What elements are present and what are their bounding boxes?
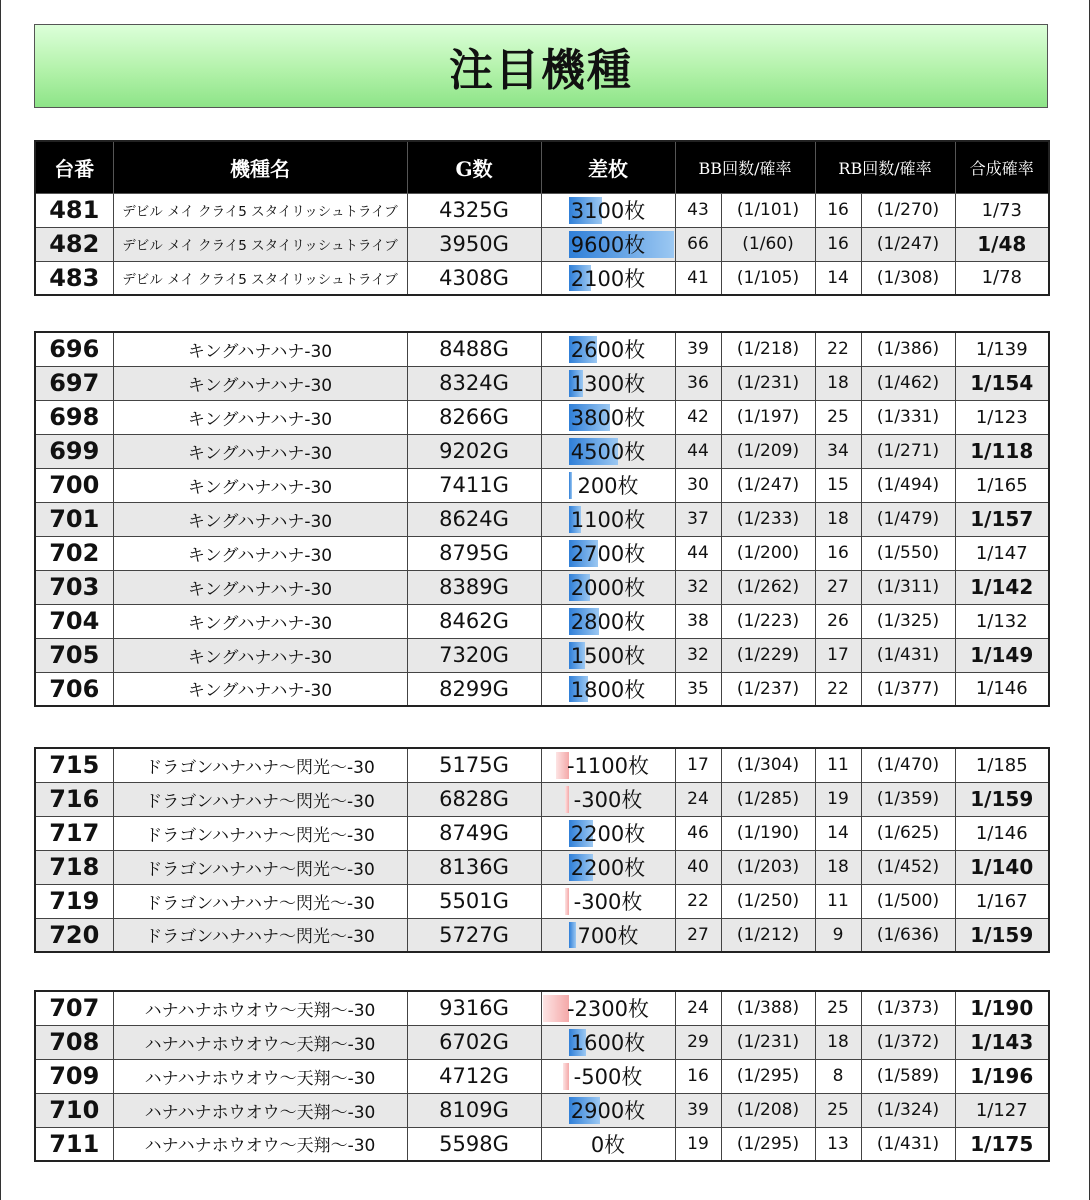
machine-number: 718 (35, 850, 113, 884)
bb-probability: (1/233) (721, 502, 815, 536)
rb-count: 26 (815, 604, 861, 638)
rb-probability: (1/331) (861, 400, 955, 434)
bb-count: 36 (675, 366, 721, 400)
machine-number: 702 (35, 536, 113, 570)
rb-probability: (1/325) (861, 604, 955, 638)
diff-value: 3100枚 (570, 199, 646, 223)
table-row (35, 748, 1049, 782)
header-total: 合成確率 (955, 141, 1049, 193)
game-count: 8795G (407, 536, 541, 570)
machine-model: キングハナハナ-30 (113, 570, 407, 604)
table-row (35, 468, 1049, 502)
game-count: 8462G (407, 604, 541, 638)
bb-probability: (1/218) (721, 332, 815, 366)
game-count: 9202G (407, 434, 541, 468)
combined-probability: 1/73 (955, 193, 1049, 227)
game-count: 5175G (407, 748, 541, 782)
machine-model: ドラゴンハナハナ～閃光～-30 (113, 782, 407, 816)
rb-count: 9 (815, 918, 861, 952)
bb-count: 41 (675, 261, 721, 295)
machine-number: 483 (35, 261, 113, 295)
bb-count: 44 (675, 536, 721, 570)
machine-number: 709 (35, 1059, 113, 1093)
machine-model: キングハナハナ-30 (113, 332, 407, 366)
bb-probability: (1/237) (721, 672, 815, 706)
diff-value: 2600枚 (570, 338, 646, 363)
rb-count: 22 (815, 672, 861, 706)
rb-probability: (1/386) (861, 332, 955, 366)
combined-probability: 1/190 (955, 991, 1049, 1025)
diff-value: 700枚 (577, 923, 639, 948)
table-row (35, 991, 1049, 1025)
game-count: 8109G (407, 1093, 541, 1127)
bb-count: 43 (675, 193, 721, 227)
machine-number: 707 (35, 991, 113, 1025)
machine-number: 481 (35, 193, 113, 227)
table-row (35, 604, 1049, 638)
rb-count: 19 (815, 782, 861, 816)
diff-value: 2200枚 (570, 822, 646, 846)
table-row (35, 570, 1049, 604)
bb-count: 27 (675, 918, 721, 952)
coin-difference (541, 884, 675, 918)
game-count: 6828G (407, 782, 541, 816)
rb-count: 25 (815, 991, 861, 1025)
bb-count: 44 (675, 434, 721, 468)
coin-difference (541, 816, 675, 850)
header-rb: RB回数/確率 (815, 141, 955, 193)
machine-number: 703 (35, 570, 113, 604)
diff-value: 1800枚 (570, 677, 646, 702)
machine-number: 704 (35, 604, 113, 638)
bb-probability: (1/295) (721, 1127, 815, 1161)
rb-probability: (1/500) (861, 884, 955, 918)
machine-model: ドラゴンハナハナ～閃光～-30 (113, 816, 407, 850)
table-row (35, 816, 1049, 850)
coin-difference (541, 261, 675, 295)
bb-count: 39 (675, 332, 721, 366)
table-row (35, 502, 1049, 536)
machine-number: 697 (35, 366, 113, 400)
table-row (35, 366, 1049, 400)
table-header-row (35, 141, 1049, 193)
game-count: 5501G (407, 884, 541, 918)
machine-number: 708 (35, 1025, 113, 1059)
table-row (35, 400, 1049, 434)
machine-model: ハナハナホウオウ～天翔～-30 (113, 1093, 407, 1127)
combined-probability: 1/146 (955, 816, 1049, 850)
header-games: G数 (407, 141, 541, 193)
bb-count: 16 (675, 1059, 721, 1093)
rb-count: 15 (815, 468, 861, 502)
game-count: 6702G (407, 1025, 541, 1059)
bb-probability: (1/190) (721, 816, 815, 850)
combined-probability: 1/118 (955, 434, 1049, 468)
machine-number: 698 (35, 400, 113, 434)
coin-difference (541, 366, 675, 400)
game-count: 7411G (407, 468, 541, 502)
machine-model: ドラゴンハナハナ～閃光～-30 (113, 884, 407, 918)
combined-probability: 1/159 (955, 918, 1049, 952)
diff-value: 1500枚 (570, 644, 646, 668)
bb-probability: (1/262) (721, 570, 815, 604)
rb-count: 18 (815, 850, 861, 884)
rb-probability: (1/308) (861, 261, 955, 295)
table-row (35, 434, 1049, 468)
bb-count: 29 (675, 1025, 721, 1059)
combined-probability: 1/147 (955, 536, 1049, 570)
rb-count: 17 (815, 638, 861, 672)
rb-probability: (1/462) (861, 366, 955, 400)
coin-difference (541, 1059, 675, 1093)
rb-count: 25 (815, 400, 861, 434)
machine-model: ハナハナホウオウ～天翔～-30 (113, 991, 407, 1025)
diff-value: 2000枚 (570, 576, 646, 600)
machine-number: 719 (35, 884, 113, 918)
bb-count: 39 (675, 1093, 721, 1127)
bb-probability: (1/250) (721, 884, 815, 918)
rb-count: 18 (815, 366, 861, 400)
bb-count: 32 (675, 570, 721, 604)
bb-probability: (1/212) (721, 918, 815, 952)
combined-probability: 1/127 (955, 1093, 1049, 1127)
combined-probability: 1/132 (955, 604, 1049, 638)
machine-number: 705 (35, 638, 113, 672)
table-row (35, 850, 1049, 884)
machine-model: ドラゴンハナハナ～閃光～-30 (113, 850, 407, 884)
bb-probability: (1/209) (721, 434, 815, 468)
table-row (35, 536, 1049, 570)
coin-difference (541, 782, 675, 816)
rb-probability: (1/589) (861, 1059, 955, 1093)
machine-model: キングハナハナ-30 (113, 502, 407, 536)
coin-difference (541, 468, 675, 502)
diff-value: -1100枚 (566, 754, 650, 779)
bb-probability: (1/105) (721, 261, 815, 295)
rb-count: 11 (815, 748, 861, 782)
coin-difference (541, 672, 675, 706)
coin-difference (541, 991, 675, 1025)
rb-count: 22 (815, 332, 861, 366)
bb-count: 30 (675, 468, 721, 502)
combined-probability: 1/165 (955, 468, 1049, 502)
rb-count: 16 (815, 193, 861, 227)
bb-count: 35 (675, 672, 721, 706)
game-count: 7320G (407, 638, 541, 672)
bb-probability: (1/200) (721, 536, 815, 570)
diff-bar (543, 995, 568, 1022)
machine-model: キングハナハナ-30 (113, 672, 407, 706)
combined-probability: 1/143 (955, 1025, 1049, 1059)
combined-probability: 1/196 (955, 1059, 1049, 1093)
coin-difference (541, 1025, 675, 1059)
machine-table-group-2 (34, 331, 1050, 707)
table-row (35, 1025, 1049, 1059)
machine-model: キングハナハナ-30 (113, 604, 407, 638)
diff-bar (565, 786, 568, 813)
machine-model: キングハナハナ-30 (113, 536, 407, 570)
diff-value: 4500枚 (570, 440, 646, 464)
diff-bar (569, 922, 577, 949)
diff-value: -300枚 (573, 890, 643, 914)
combined-probability: 1/175 (955, 1127, 1049, 1161)
diff-value: 1100枚 (570, 508, 646, 532)
coin-difference (541, 748, 675, 782)
game-count: 8299G (407, 672, 541, 706)
combined-probability: 1/78 (955, 261, 1049, 295)
machine-model: ハナハナホウオウ～天翔～-30 (113, 1059, 407, 1093)
diff-value: -500枚 (573, 1065, 643, 1089)
combined-probability: 1/157 (955, 502, 1049, 536)
game-count: 8324G (407, 366, 541, 400)
rb-probability: (1/470) (861, 748, 955, 782)
rb-probability: (1/494) (861, 468, 955, 502)
bb-count: 66 (675, 227, 721, 261)
game-count: 8488G (407, 332, 541, 366)
bb-probability: (1/247) (721, 468, 815, 502)
table-row (35, 918, 1049, 952)
game-count: 8266G (407, 400, 541, 434)
bb-probability: (1/60) (721, 227, 815, 261)
combined-probability: 1/154 (955, 366, 1049, 400)
game-count: 4308G (407, 261, 541, 295)
rb-probability: (1/377) (861, 672, 955, 706)
rb-count: 18 (815, 502, 861, 536)
machine-model: キングハナハナ-30 (113, 468, 407, 502)
machine-model: キングハナハナ-30 (113, 400, 407, 434)
bb-count: 24 (675, 991, 721, 1025)
coin-difference (541, 638, 675, 672)
table-row (35, 782, 1049, 816)
rb-probability: (1/479) (861, 502, 955, 536)
bb-count: 46 (675, 816, 721, 850)
table-row (35, 1059, 1049, 1093)
rb-count: 27 (815, 570, 861, 604)
rb-probability: (1/550) (861, 536, 955, 570)
combined-probability: 1/140 (955, 850, 1049, 884)
rb-probability: (1/311) (861, 570, 955, 604)
rb-count: 14 (815, 261, 861, 295)
bb-count: 19 (675, 1127, 721, 1161)
rb-count: 14 (815, 816, 861, 850)
rb-probability: (1/373) (861, 991, 955, 1025)
header-no: 台番 (35, 141, 113, 193)
title-banner (34, 24, 1048, 108)
machine-model: ドラゴンハナハナ～閃光～-30 (113, 748, 407, 782)
machine-model: ハナハナホウオウ～天翔～-30 (113, 1025, 407, 1059)
table-row (35, 1093, 1049, 1127)
bb-probability: (1/203) (721, 850, 815, 884)
coin-difference (541, 1093, 675, 1127)
game-count: 8624G (407, 502, 541, 536)
machine-table-group-1 (34, 140, 1050, 296)
coin-difference (541, 1127, 675, 1161)
rb-probability: (1/636) (861, 918, 955, 952)
rb-probability: (1/452) (861, 850, 955, 884)
bb-probability: (1/388) (721, 991, 815, 1025)
combined-probability: 1/139 (955, 332, 1049, 366)
combined-probability: 1/167 (955, 884, 1049, 918)
rb-count: 13 (815, 1127, 861, 1161)
rb-probability: (1/625) (861, 816, 955, 850)
coin-difference (541, 400, 675, 434)
coin-difference (541, 570, 675, 604)
header-diff: 差枚 (541, 141, 675, 193)
game-count: 5598G (407, 1127, 541, 1161)
table-row (35, 638, 1049, 672)
bb-probability: (1/295) (721, 1059, 815, 1093)
machine-table-group-4 (34, 990, 1050, 1162)
game-count: 8136G (407, 850, 541, 884)
table-row (35, 1127, 1049, 1161)
machine-number: 696 (35, 332, 113, 366)
diff-value: 2100枚 (570, 266, 646, 291)
combined-probability: 1/149 (955, 638, 1049, 672)
bb-count: 37 (675, 502, 721, 536)
coin-difference (541, 536, 675, 570)
machine-number: 701 (35, 502, 113, 536)
coin-difference (541, 502, 675, 536)
bb-count: 42 (675, 400, 721, 434)
rb-probability: (1/247) (861, 227, 955, 261)
table-row (35, 261, 1049, 295)
diff-value: 200枚 (577, 474, 639, 498)
coin-difference (541, 227, 675, 261)
bb-probability: (1/208) (721, 1093, 815, 1127)
bb-probability: (1/229) (721, 638, 815, 672)
coin-difference (541, 434, 675, 468)
diff-value: 2200枚 (570, 856, 646, 880)
coin-difference (541, 918, 675, 952)
bb-count: 32 (675, 638, 721, 672)
game-count: 3950G (407, 227, 541, 261)
rb-count: 11 (815, 884, 861, 918)
machine-number: 482 (35, 227, 113, 261)
machine-number: 720 (35, 918, 113, 952)
diff-value: 2800枚 (570, 610, 646, 634)
diff-bar (565, 888, 568, 915)
machine-model: デビル メイ クライ5 スタイリッシュトライブ (113, 261, 407, 295)
coin-difference (541, 850, 675, 884)
page-title: 注目機種 (449, 45, 633, 96)
rb-probability: (1/431) (861, 1127, 955, 1161)
coin-difference (541, 604, 675, 638)
bb-probability: (1/231) (721, 1025, 815, 1059)
diff-value: -300枚 (573, 788, 643, 812)
bb-count: 38 (675, 604, 721, 638)
diff-bar (569, 472, 572, 499)
diff-value: 0枚 (590, 1132, 626, 1157)
rb-count: 8 (815, 1059, 861, 1093)
machine-model: キングハナハナ-30 (113, 366, 407, 400)
game-count: 4712G (407, 1059, 541, 1093)
diff-value: 9600枚 (570, 233, 646, 257)
rb-count: 25 (815, 1093, 861, 1127)
bb-count: 40 (675, 850, 721, 884)
diff-bar (563, 1063, 568, 1090)
bb-count: 22 (675, 884, 721, 918)
bb-probability: (1/101) (721, 193, 815, 227)
table-row (35, 227, 1049, 261)
coin-difference (541, 332, 675, 366)
machine-number: 710 (35, 1093, 113, 1127)
table-row (35, 332, 1049, 366)
table-row (35, 193, 1049, 227)
bb-probability: (1/231) (721, 366, 815, 400)
machine-number: 715 (35, 748, 113, 782)
header-bb: BB回数/確率 (675, 141, 815, 193)
combined-probability: 1/146 (955, 672, 1049, 706)
combined-probability: 1/185 (955, 748, 1049, 782)
machine-number: 716 (35, 782, 113, 816)
rb-probability: (1/271) (861, 434, 955, 468)
diff-value: 2900枚 (570, 1099, 646, 1123)
machine-model: デビル メイ クライ5 スタイリッシュトライブ (113, 227, 407, 261)
rb-probability: (1/359) (861, 782, 955, 816)
machine-number: 711 (35, 1127, 113, 1161)
rb-probability: (1/431) (861, 638, 955, 672)
rb-probability: (1/372) (861, 1025, 955, 1059)
machine-number: 717 (35, 816, 113, 850)
table-row (35, 884, 1049, 918)
bb-probability: (1/285) (721, 782, 815, 816)
machine-model: ドラゴンハナハナ～閃光～-30 (113, 918, 407, 952)
rb-count: 18 (815, 1025, 861, 1059)
game-count: 8749G (407, 816, 541, 850)
table-row (35, 672, 1049, 706)
machine-model: ハナハナホウオウ～天翔～-30 (113, 1127, 407, 1161)
machine-model: デビル メイ クライ5 スタイリッシュトライブ (113, 193, 407, 227)
diff-value: -2300枚 (566, 997, 650, 1022)
bb-count: 17 (675, 748, 721, 782)
bb-count: 24 (675, 782, 721, 816)
machine-number: 706 (35, 672, 113, 706)
rb-count: 16 (815, 536, 861, 570)
bb-probability: (1/304) (721, 748, 815, 782)
combined-probability: 1/48 (955, 227, 1049, 261)
combined-probability: 1/123 (955, 400, 1049, 434)
rb-probability: (1/270) (861, 193, 955, 227)
coin-difference (541, 193, 675, 227)
diff-value: 1600枚 (570, 1031, 646, 1055)
rb-count: 16 (815, 227, 861, 261)
game-count: 8389G (407, 570, 541, 604)
diff-value: 2700枚 (570, 542, 646, 566)
machine-number: 699 (35, 434, 113, 468)
machine-model: キングハナハナ-30 (113, 434, 407, 468)
combined-probability: 1/159 (955, 782, 1049, 816)
header-model: 機種名 (113, 141, 407, 193)
combined-probability: 1/142 (955, 570, 1049, 604)
machine-model: キングハナハナ-30 (113, 638, 407, 672)
bb-probability: (1/223) (721, 604, 815, 638)
rb-probability: (1/324) (861, 1093, 955, 1127)
machine-table-group-3 (34, 747, 1050, 953)
rb-count: 34 (815, 434, 861, 468)
game-count: 4325G (407, 193, 541, 227)
machine-number: 700 (35, 468, 113, 502)
game-count: 9316G (407, 991, 541, 1025)
diff-value: 1300枚 (570, 372, 646, 396)
bb-probability: (1/197) (721, 400, 815, 434)
diff-value: 3800枚 (570, 406, 646, 430)
game-count: 5727G (407, 918, 541, 952)
